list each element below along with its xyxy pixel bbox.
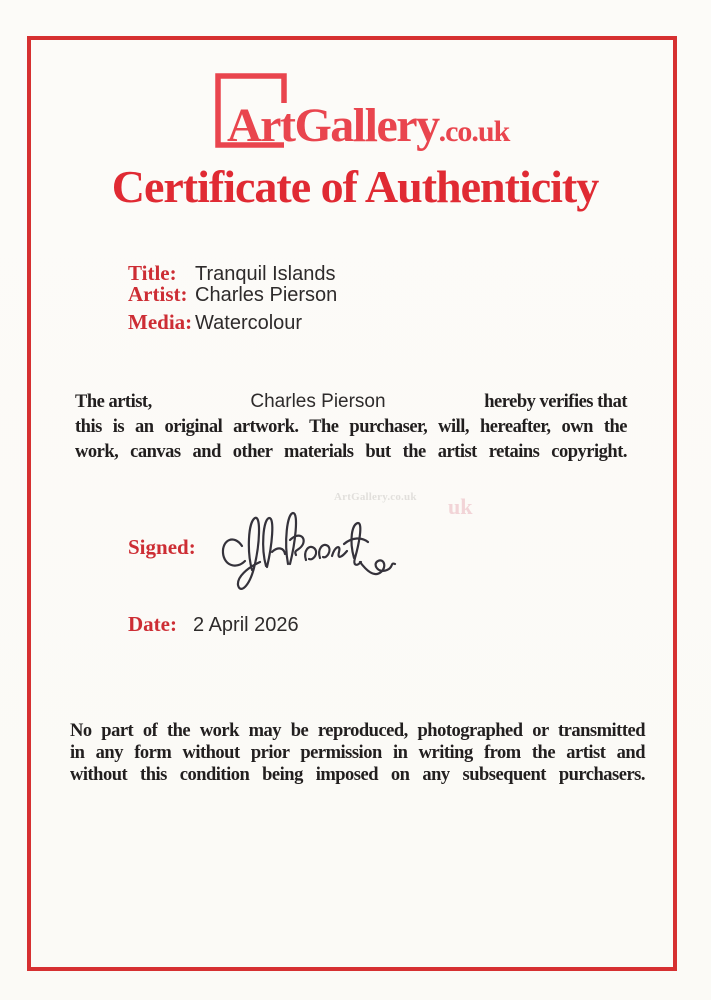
- field-row-artist: [128, 284, 337, 305]
- legal-line-2: in any form without prior permission in writing from the artist and: [70, 743, 645, 763]
- field-label-artist: Artist:: [128, 282, 188, 306]
- declaration-line-3: work, canvas and other materials but the artist retains copyright.: [75, 442, 627, 462]
- date-value: 2 April 2026: [193, 614, 299, 636]
- watermark-text: ArtGallery.co.uk: [334, 491, 417, 503]
- watermark-fragment: uk: [448, 494, 473, 519]
- legal-paragraph: [70, 720, 645, 786]
- declaration-line-2: this is an original artwork. The purchaser, will, hereafter, own the: [75, 417, 627, 437]
- signed-label: Signed:: [128, 535, 196, 559]
- field-row-media: [128, 312, 302, 333]
- date-row: [128, 614, 299, 635]
- field-value-title: Tranquil Islands: [195, 263, 336, 285]
- declaration-paragraph: [75, 389, 627, 465]
- certificate-title: Certificate of Authenticity: [111, 161, 599, 212]
- declaration-line-1: [75, 389, 627, 415]
- field-label-title: Title:: [128, 261, 177, 285]
- signature-image: [214, 500, 399, 595]
- logo-brand-text: ArtGallery: [227, 99, 439, 152]
- logo-tld-text: .co.uk: [438, 115, 510, 148]
- field-label-media: Media:: [128, 310, 193, 334]
- legal-line-1: No part of the work may be reproduced, photographed or transmitted: [70, 721, 645, 741]
- brand-logo: [215, 73, 525, 153]
- field-value-artist: Charles Pierson: [195, 284, 338, 306]
- artist-name-inline: Charles Pierson: [250, 391, 386, 412]
- declaration-lead-out: hereby verifies that: [484, 392, 627, 412]
- field-row-title: [128, 263, 335, 284]
- field-value-media: Watercolour: [195, 312, 303, 334]
- legal-line-3: without this condition being imposed on any subsequent purchasers.: [70, 765, 645, 785]
- declaration-lead-in: The artist,: [75, 392, 152, 412]
- logo-text: [227, 99, 510, 152]
- date-label: Date:: [128, 612, 177, 636]
